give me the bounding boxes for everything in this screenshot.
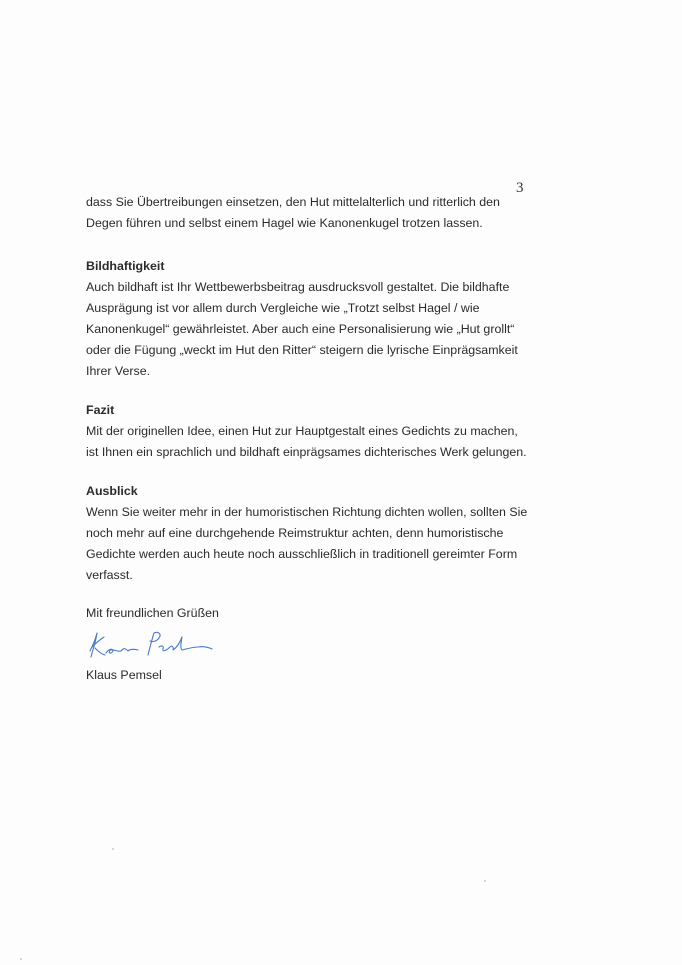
- handwritten-signature: [84, 625, 224, 665]
- page-number: 3: [516, 180, 524, 196]
- section-fazit: [86, 400, 536, 463]
- paragraph-line: oder die Fügung „weckt im Hut den Ritter“ steigern die lyrische Einprägsamkeit: [86, 343, 518, 357]
- author-block: [86, 665, 536, 686]
- paragraph-line: Wenn Sie weiter mehr in der humoristischen Richtung dichten wollen, sollten Sie: [86, 505, 528, 519]
- closing-greeting: [86, 603, 536, 624]
- paragraph-line: Ihrer Verse.: [86, 364, 151, 378]
- section-ausblick: [86, 481, 536, 586]
- section-heading: Ausblick: [86, 484, 138, 498]
- paragraph-line: Gedichte werden auch heute noch ausschließlich in traditionell gereimter Form: [86, 547, 518, 561]
- section-bildhaftigkeit: [86, 256, 536, 382]
- section-heading: Fazit: [86, 403, 115, 417]
- scan-speck: [112, 848, 114, 850]
- paragraph-line: Auch bildhaft ist Ihr Wettbewerbsbeitrag ausdrucksvoll gestaltet. Die bildhafte: [86, 280, 510, 294]
- paragraph-line: verfasst.: [86, 568, 133, 582]
- paragraph-line: noch mehr auf eine durchgehende Reimstruktur achten, denn humoristische: [86, 526, 504, 540]
- paragraph-line: Kanonenkugel“ gewährleistet. Aber auch eine Personalisierung wie „Hut grollt“: [86, 322, 515, 336]
- intro-paragraph: [86, 192, 536, 234]
- author-name: Klaus Pemsel: [86, 668, 162, 682]
- paragraph-line: ist Ihnen ein sprachlich und bildhaft einprägsames dichterisches Werk gelungen.: [86, 445, 527, 459]
- paragraph-line: Mit der originellen Idee, einen Hut zur Hauptgestalt eines Gedichts zu machen,: [86, 424, 518, 438]
- scan-speck: [20, 958, 22, 960]
- scan-speck: [484, 880, 486, 882]
- section-heading: Bildhaftigkeit: [86, 259, 165, 273]
- paragraph-line: Ausprägung ist vor allem durch Vergleiche wie „Trotzt selbst Hagel / wie: [86, 301, 480, 315]
- paragraph-line: Degen führen und selbst einem Hagel wie Kanonenkugel trotzen lassen.: [86, 216, 483, 230]
- greeting-text: Mit freundlichen Grüßen: [86, 606, 219, 620]
- paragraph-line: dass Sie Übertreibungen einsetzen, den Hut mittelalterlich und ritterlich den: [86, 195, 500, 209]
